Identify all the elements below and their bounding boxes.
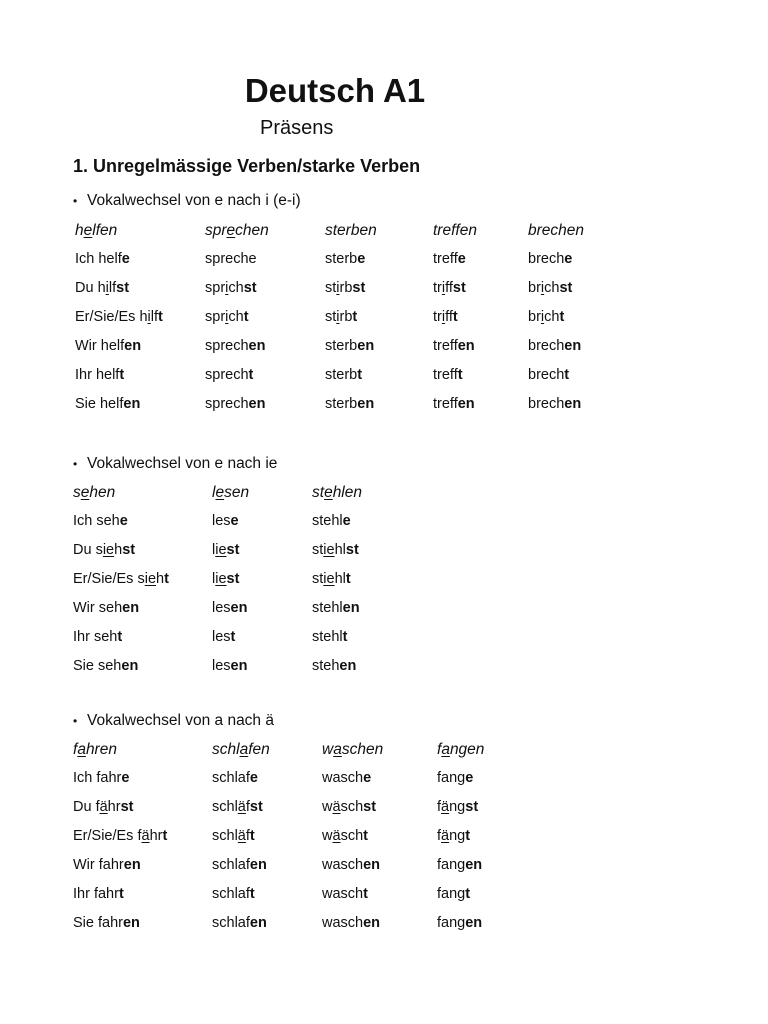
verb-form-cell: sterbe xyxy=(325,251,366,267)
verb-form-cell: treffen xyxy=(433,338,475,354)
verb-form-cell: spreche xyxy=(205,251,257,267)
verb-form-cell: wascht xyxy=(322,886,368,902)
verb-form-cell: sprecht xyxy=(205,367,254,383)
verb-form-cell: schläfst xyxy=(212,799,263,815)
verb-form-cell: wäschst xyxy=(322,799,377,815)
verb-form-cell: Ich fahre xyxy=(73,770,130,786)
verb-form-cell: lesen xyxy=(212,600,248,616)
verb-form-cell: stehen xyxy=(312,658,357,674)
verb-form-cell: fängt xyxy=(437,828,471,844)
verb-form-cell: wäscht xyxy=(322,828,368,844)
bullet-text: Vokalwechsel von e nach i (e-i) xyxy=(87,192,301,209)
conjugation-row xyxy=(0,542,768,562)
infinitive-cell: schlafen xyxy=(212,741,270,758)
conjugation-row xyxy=(0,251,768,271)
conjugation-row xyxy=(0,629,768,649)
infinitive-cell: waschen xyxy=(322,741,384,758)
conjugation-row xyxy=(0,600,768,620)
verb-form-cell: fange xyxy=(437,770,474,786)
verb-form-cell: Du hilfst xyxy=(75,280,130,296)
conjugation-row xyxy=(0,396,768,416)
verb-form-cell: Sie fahren xyxy=(73,915,140,931)
verb-form-cell: Wir fahren xyxy=(73,857,141,873)
infinitive-cell: sterben xyxy=(325,222,377,239)
verb-form-cell: Sie sehen xyxy=(73,658,139,674)
verb-form-cell: trifft xyxy=(433,309,458,325)
conjugation-row xyxy=(0,857,768,877)
verb-form-cell: Du fährst xyxy=(73,799,134,815)
verb-form-cell: sterbt xyxy=(325,367,363,383)
verb-form-cell: Ihr helft xyxy=(75,367,125,383)
verb-form-cell: schlafen xyxy=(212,857,267,873)
conjugation-row xyxy=(0,309,768,329)
bullet-text: Vokalwechsel von e nach ie xyxy=(87,455,278,472)
verb-form-cell: lese xyxy=(212,513,239,529)
conjugation-row xyxy=(0,280,768,300)
verb-form-cell: waschen xyxy=(322,915,381,931)
verb-form-cell: Ich sehe xyxy=(73,513,128,529)
bullet-dot: • xyxy=(73,457,78,471)
conjugation-row xyxy=(0,571,768,591)
verb-form-cell: brechen xyxy=(528,338,582,354)
verb-form-cell: brecht xyxy=(528,367,570,383)
conjugation-row xyxy=(0,338,768,358)
page-subtitle: Präsens xyxy=(260,117,334,139)
bullet-heading xyxy=(73,192,301,210)
conjugation-row xyxy=(0,886,768,906)
verb-form-cell: sprechen xyxy=(205,338,266,354)
infinitive-cell: stehlen xyxy=(312,484,362,501)
infinitive-cell: sprechen xyxy=(205,222,269,239)
verb-form-cell: trefft xyxy=(433,367,463,383)
infinitive-cell: fahren xyxy=(73,741,117,758)
conjugation-row xyxy=(0,799,768,819)
infinitive-cell: fangen xyxy=(437,741,485,758)
verb-form-cell: fangen xyxy=(437,915,483,931)
verb-form-cell: schlaft xyxy=(212,886,255,902)
verb-form-cell: stirbst xyxy=(325,280,366,296)
verb-form-cell: stirbt xyxy=(325,309,358,325)
verb-form-cell: fangen xyxy=(437,857,483,873)
verb-form-cell: liest xyxy=(212,571,240,587)
conjugation-row xyxy=(0,513,768,533)
bullet-heading xyxy=(73,455,277,473)
verb-form-cell: wasche xyxy=(322,770,372,786)
infinitive-row xyxy=(0,484,768,504)
section-heading: 1. Unregelmässige Verben/starke Verben xyxy=(73,156,421,176)
infinitive-cell: brechen xyxy=(528,222,585,239)
verb-form-cell: bricht xyxy=(528,309,565,325)
bullet-dot: • xyxy=(73,194,78,208)
verb-form-cell: Er/Sie/Es fährt xyxy=(73,828,168,844)
verb-form-cell: Wir helfen xyxy=(75,338,142,354)
verb-form-cell: brichst xyxy=(528,280,573,296)
verb-form-cell: sprichst xyxy=(205,280,257,296)
verb-form-cell: stiehlt xyxy=(312,571,351,587)
infinitive-cell: helfen xyxy=(75,222,118,239)
verb-form-cell: brechen xyxy=(528,396,582,412)
bullet-text: Vokalwechsel von a nach ä xyxy=(87,712,274,729)
verb-form-cell: stehlt xyxy=(312,629,348,645)
infinitive-row xyxy=(0,741,768,761)
verb-form-cell: triffst xyxy=(433,280,466,296)
verb-form-cell: sterben xyxy=(325,396,375,412)
verb-form-cell: Ihr seht xyxy=(73,629,123,645)
verb-form-cell: sterben xyxy=(325,338,375,354)
verb-form-cell: Er/Sie/Es hilft xyxy=(75,309,163,325)
verb-form-cell: lest xyxy=(212,629,236,645)
verb-form-cell: schläft xyxy=(212,828,255,844)
conjugation-row xyxy=(0,367,768,387)
verb-form-cell: waschen xyxy=(322,857,381,873)
verb-form-cell: stehlen xyxy=(312,600,360,616)
conjugation-row xyxy=(0,770,768,790)
verb-form-cell: fängst xyxy=(437,799,479,815)
conjugation-row xyxy=(0,828,768,848)
verb-form-cell: fangt xyxy=(437,886,471,902)
verb-form-cell: stiehlst xyxy=(312,542,359,558)
verb-form-cell: Du siehst xyxy=(73,542,136,558)
verb-form-cell: treffe xyxy=(433,251,466,267)
infinitive-cell: sehen xyxy=(73,484,116,501)
verb-form-cell: schlafe xyxy=(212,770,258,786)
verb-form-cell: liest xyxy=(212,542,240,558)
verb-form-cell: Wir sehen xyxy=(73,600,140,616)
verb-form-cell: sprechen xyxy=(205,396,266,412)
verb-form-cell: treffen xyxy=(433,396,475,412)
infinitive-cell: treffen xyxy=(433,222,477,239)
bullet-heading xyxy=(73,712,274,730)
page-title: Deutsch A1 xyxy=(244,72,426,109)
verb-form-cell: Ich helfe xyxy=(75,251,130,267)
verb-form-cell: lesen xyxy=(212,658,248,674)
verb-form-cell: breche xyxy=(528,251,573,267)
verb-form-cell: stehle xyxy=(312,513,351,529)
infinitive-row xyxy=(0,222,768,242)
verb-form-cell: schlafen xyxy=(212,915,267,931)
verb-form-cell: Sie helfen xyxy=(75,396,141,412)
verb-form-cell: Er/Sie/Es sieht xyxy=(73,571,169,587)
infinitive-cell: lesen xyxy=(212,484,250,501)
conjugation-row xyxy=(0,658,768,678)
bullet-dot: • xyxy=(73,714,78,728)
verb-form-cell: spricht xyxy=(205,309,249,325)
verb-form-cell: Ihr fahrt xyxy=(73,886,124,902)
conjugation-row xyxy=(0,915,768,935)
